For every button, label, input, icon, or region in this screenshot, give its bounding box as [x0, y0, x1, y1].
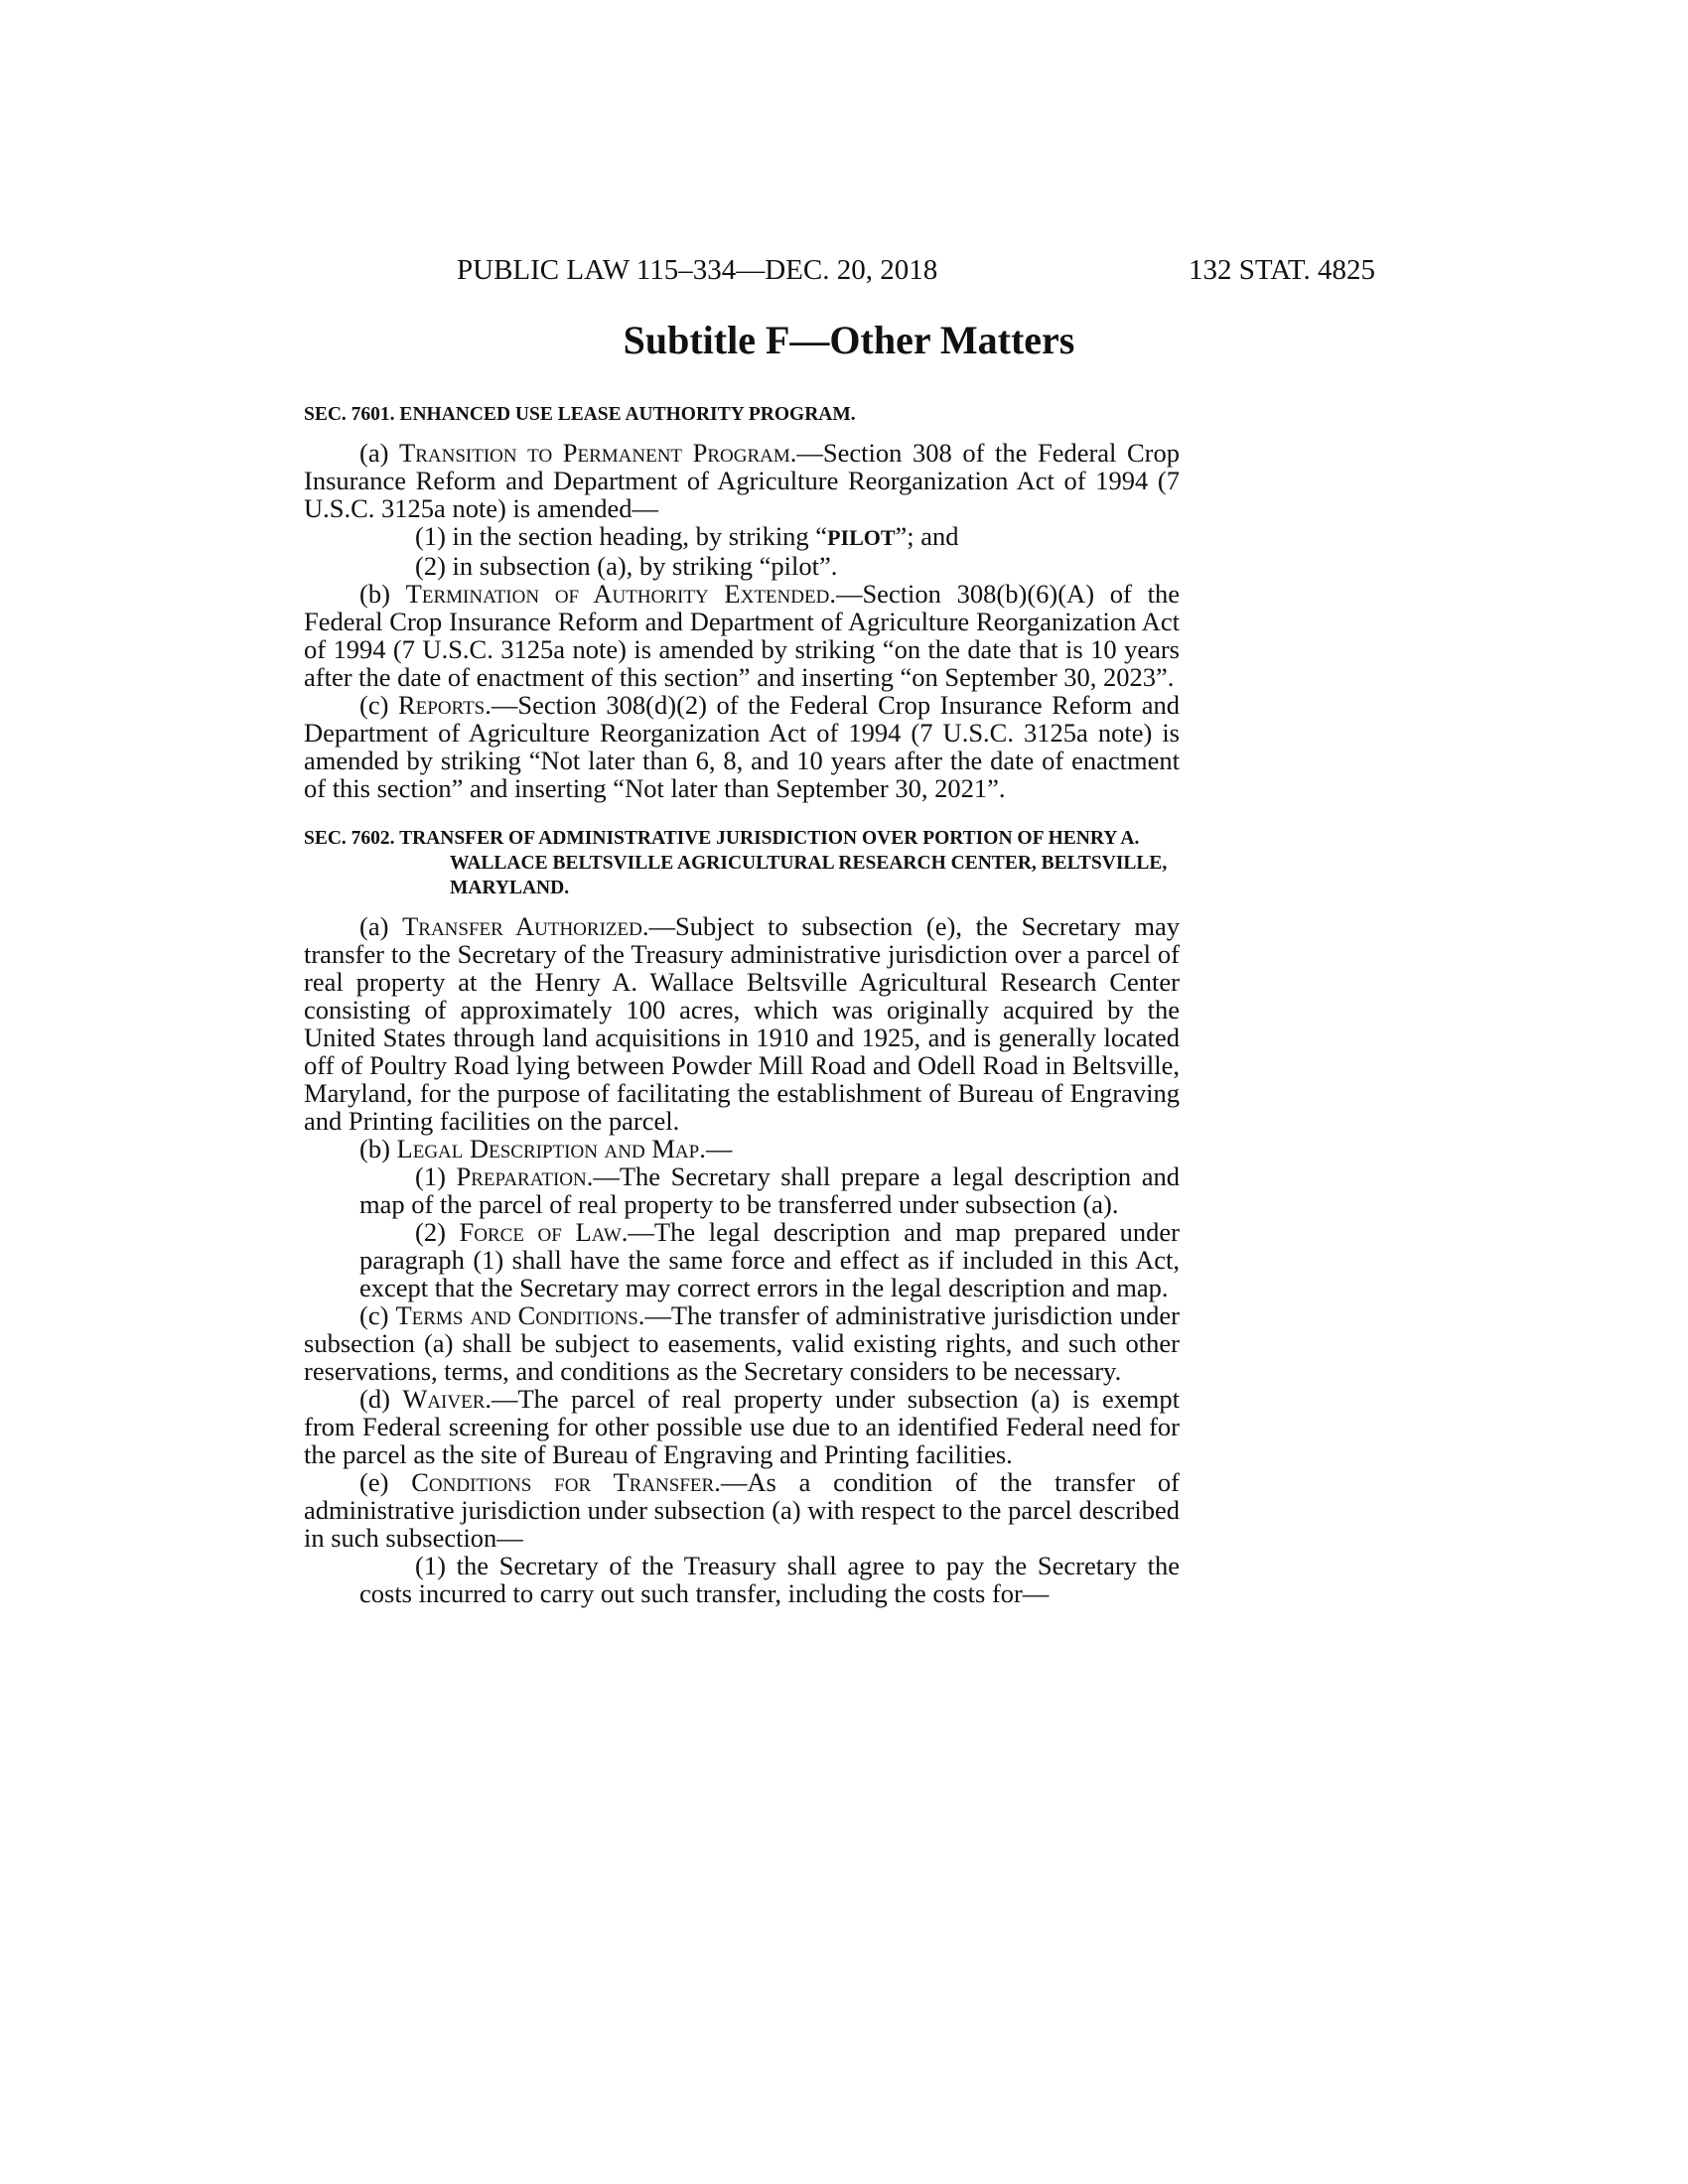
section-7602-paragraph-b2: (2) Force of Law.—The legal description and map prepared under paragraph (1) shall have the same force and effect as if included in this Act, except that the Secretary may correct errors in the legal description and map. — [359, 1217, 1180, 1302]
section-7601-subsection-b: (b) Termination of Authority Extended.—Section 308(b)(6)(A) of the Federal Crop Insurance Reform and Department of Agriculture Reorganization Act of 1994 (7 U.S.C. 3125a note) is amended by striking “on the date that is 10 years after the date of enactment of this section” and inserting “on September 30, 2023”. — [304, 579, 1180, 692]
section-7602-subsection-c: (c) Terms and Conditions.—The transfer of administrative jurisdiction under subsection (a) shall be subject to easements, valid existing rights, and such other reservations, terms, and conditions as the Secretary considers to be necessary. — [304, 1300, 1180, 1386]
subtitle-heading: Subtitle F—Other Matters — [623, 318, 1075, 362]
page-header — [457, 250, 1375, 290]
section-7601-heading: SEC. 7601. ENHANCED USE LEASE AUTHORITY PROGRAM. — [304, 404, 856, 425]
section-7602-subsection-e: (e) Conditions for Transfer.—As a condition of the transfer of administrative jurisdiction under subsection (a) with respect to the parcel described in such subsection— — [304, 1467, 1180, 1553]
section-7601-paragraph-a1: (1) in the section heading, by striking “PILOT”; and — [415, 521, 959, 551]
section-7602-heading: SEC. 7602. TRANSFER OF ADMINISTRATIVE JURISDICTION OVER PORTION OF HENRY A. WALLACE BELTSVILLE AGRICULTURAL RESEARCH CENTER, BELTSVILLE, MARYLAND. — [304, 828, 1168, 898]
section-7601-subsection-c: (c) Reports.—Section 308(d)(2) of the Federal Crop Insurance Reform and Department of Agriculture Reorganization Act of 1994 (7 U.S.C. 3125a note) is amended by striking “Not later than 6, 8, and 10 years after the date of enactment of this section” and inserting “Not later than September 30, 2021”. — [304, 690, 1180, 803]
section-7602-paragraph-e1: (1) the Secretary of the Treasury shall agree to pay the Secretary the costs incurred to carry out such transfer, including the costs for— — [359, 1551, 1180, 1608]
section-7601-subsection-a: (a) Transition to Permanent Program.—Section 308 of the Federal Crop Insurance Reform and Department of Agriculture Reorganization Act of 1994 (7 U.S.C. 3125a note) is amended— — [304, 438, 1181, 523]
section-7601-paragraph-a2: (2) in subsection (a), by striking “pilot”. — [415, 551, 838, 581]
section-7602-subsection-d: (d) Waiver.—The parcel of real property under subsection (a) is exempt from Federal screening for other possible use due to an identified Federal need for the parcel as the site of Bureau of Engraving and Printing facilities. — [304, 1384, 1180, 1469]
section-7602-subsection-a: (a) Transfer Authorized.—Subject to subsection (e), the Secretary may transfer to the Secretary of the Treasury administrative jurisdiction over a parcel of real property at the Henry A. Wallace Beltsville Agricultural Research Center consisting of approximately 100 acres, which was originally acquired by the United States through land acquisitions in 1910 and 1925, and is generally located off of Poultry Road lying between Powder Mill Road and Odell Road in Beltsville, Maryland, for the purpose of facilitating the establishment of Bureau of Engraving and Printing facilities on the parcel. — [304, 911, 1180, 1136]
section-7602-paragraph-b1: (1) Preparation.—The Secretary shall prepare a legal description and map of the parcel of real property to be transferred under subsection (a). — [359, 1161, 1180, 1219]
section-7602-subsection-b: (b) Legal Description and Map.— — [359, 1134, 733, 1163]
statute-page-number: 132 STAT. 4825 — [1188, 254, 1375, 286]
document-body — [304, 402, 1180, 1607]
public-law-citation: PUBLIC LAW 115–334—DEC. 20, 2018 — [457, 254, 938, 286]
